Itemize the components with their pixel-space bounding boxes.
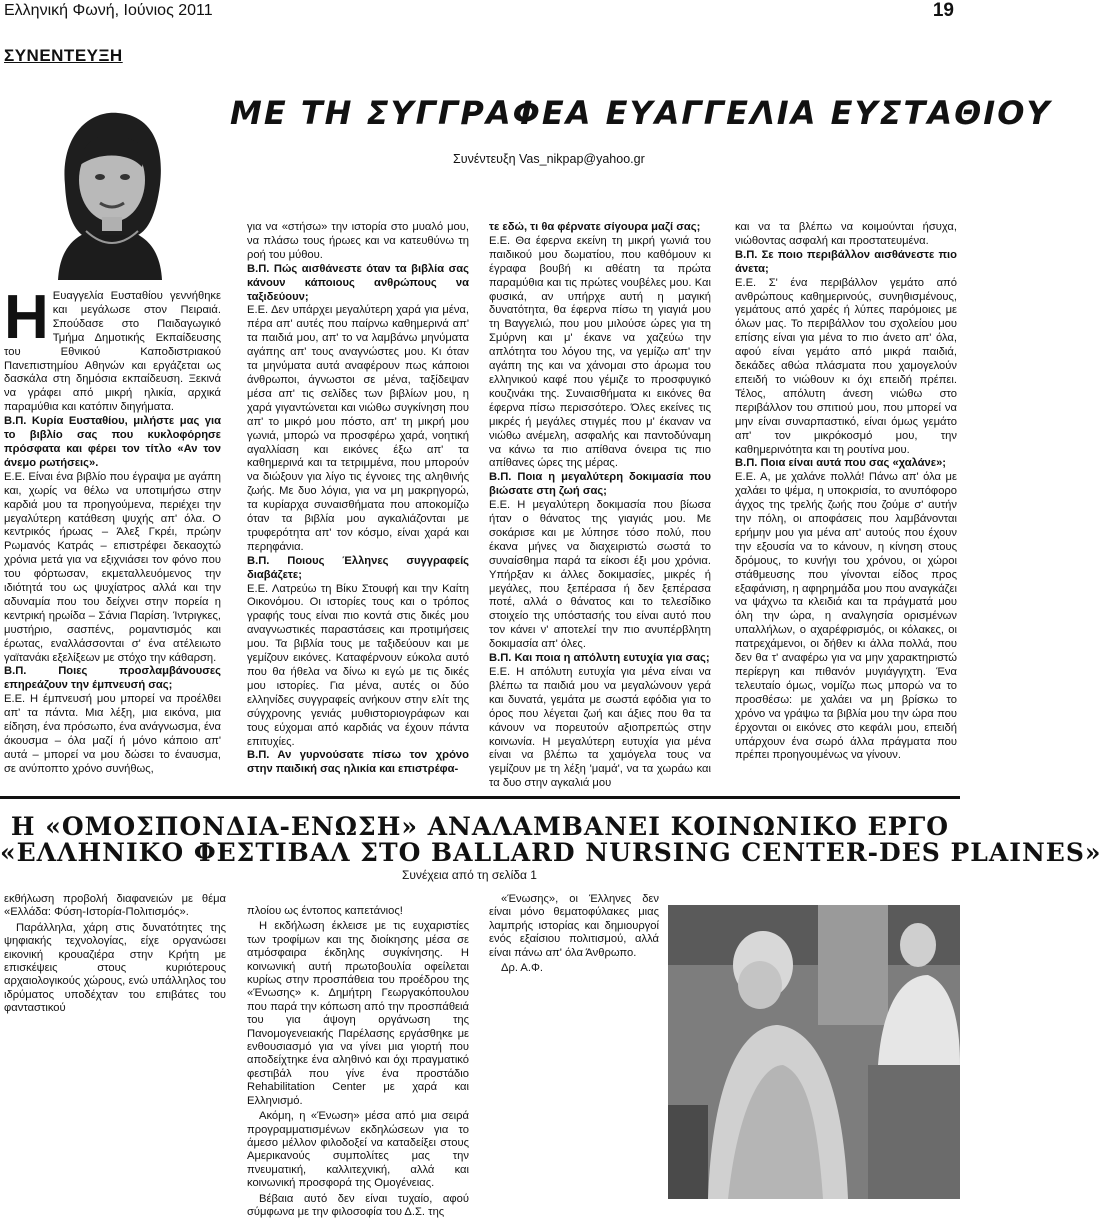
paragraph: και να τα βλέπω να κοιμούνται ήσυχα, νιώθοντας ασφαλή και προστατευμένα. bbox=[735, 221, 957, 247]
festival-column-3 bbox=[489, 893, 659, 977]
publication-line: Ελληνική Φωνή, Ιούνιος 2011 bbox=[4, 2, 213, 19]
festival-photo bbox=[668, 905, 960, 1199]
signature: Δρ. Α.Φ. bbox=[501, 962, 544, 975]
paragraph: εκθήλωση προβολή διαφανειών με θέμα «Ελλάδα: Φύση-Ιστορία-Πολιτισμός». bbox=[4, 893, 226, 919]
festival-title-line-2: «ΕΛΛΗΝΙΚΟ ΦΕΣΤΙΒΑΛ ΣΤΟ BALLARD NURSING CENTER-DES PLAINES» bbox=[0, 838, 1102, 867]
paragraph: για να «στήσω» την ιστορία στο μυαλό μου, να πλάσω τους ήρωες και να κατευθύνω τη ροή του μύθου. bbox=[247, 221, 469, 261]
paragraph: Βέβαια αυτό δεν είναι τυχαίο, αφού σύμφωνα με την φιλοσοφία του Δ.Σ. της bbox=[247, 1192, 469, 1218]
paragraph: Ε.Ε. Είναι ένα βιβλίο που έγραψα με αγάπη και, χωρίς να θέλω να υποτιμήσω στην καρδιά μου τα προηγούμενα, περιέχει την μεγαλύτερη κατάθεση ψυχής απ' όλα. Ο κεντρικός ήρωας – Άλεξ Γκρέι, πρώην Ρωμανός Κατράς – επιστρέφει δεκαοχτώ χρόνια μετά για να εξιχνιάσει τον φόνο που του φόρτωσαν, εκμεταλλευόμενος την ιδιότητά του ως ψυχίατρος αλλά και την αδυναμία που του δείχνει στην πορεία η κεντρική ηρωίδα – Σάνια Παρίση. Ίντριγκες, μυστήριο, σασπένς, ρομαντισμός και έρωτας, εναλλάσσονται σ' ένα ατέλειωτο γαϊτανάκι εξελίξεων με στόχο την κάθαρση. bbox=[4, 470, 221, 664]
byline: Συνέντευξη Vas_nikpap@yahoo.gr bbox=[453, 152, 645, 166]
paragraph: Ε.Ε. Α, με χαλάνε πολλά! Πάνω απ' όλα με χαλάει το ψέμα, η υποκρισία, το ανυπόφορο άγχος της τρελής ζωής που ζούμε σ' αυτήν την πόλη, οι αποφάσεις που λαμβάνονται ερήμην μου για μένα απ' αυτούς που έχουν την εξουσία να το κάνουν, η κίνηση στους δρόμους, το κυνήγι του χρόνου, οι χώροι στάθμευσης που γίνονται είδος προς εξαφάνιση, η αφηρημάδα μου που αναγκάζει να ψάχνω τα κλειδιά και τα πράγματά μου όλη την ώρα, η αναλγησία ορισμένων υπαλλήλων, ο αχαρέφρισμός, οι κόλακες, οι πατρεχάμενοι, οι δήθεν κι άλλα πολλά, που δεν θα τ' αναφέρω για να μην χαρακτηριστώ περίεργη και πιθανόν μυγιάγγιχτη. Ένα τελευταίο όμως, νομίζω πως μπορώ να το προσθέσω: με χαλάει να μη βρίσκω το χρόνο να γράψω τα βιβλία μου την ώρα που έρχονται οι εικόνες στο κεφάλι μου, επειδή υπάρχουν ένα σωρό άλλα πράγματα που πρέπει προηγουμένως να γίνουν. bbox=[735, 471, 957, 762]
paragraph: Ε.Ε. Δεν υπάρχει μεγαλύτερη χαρά για μένα, πέρα απ' αυτές που παίρνω καθημερινά απ' τα παιδιά μου, απ' το να λαμβάνω μηνύματα αγάπης απ' τους αναγνώστες μου. Κι όταν τα μηνύματα αυτά αναφέρουν πως κάποιοι άνθρωποι, άγνωστοι σε μένα, ταξίδεψαν μέσα απ' τις σελίδες των βιβλίων μου, η χαρά γιγαντώνεται και νιώθω συγκίνηση που απ' το μικρό μου πόστο, απ' τη μικρή μου γωνιά, μπορώ να προσφέρω χαρά, νοητική αγαλλίαση και εικόνες έξω απ' τα καθημερινά και τα τετριμμένα, που μπορούν να διώξουν για λίγο τις έγνοιες της αληθινής ζωής. Με δυο λόγια, για να μη μακρηγορώ, τα κυρίαρχα συναισθήματα που αποκομίζω όταν τα βιβλία μου αγκαλιάζονται με τρυφερότητα απ' τον κόσμο, είναι χαρά και περηφάνια. bbox=[247, 304, 469, 553]
drop-cap: Η bbox=[4, 283, 49, 352]
paragraph: Ευαγγελία Ευσταθίου γεννήθηκε και μεγάλωσε στον Πειραιά. Σπούδασε στο Παιδαγωγικό Τμήμα Δημοτικής Εκπαίδευσης του Εθνικού Καποδιστριακού Πανεπιστημίου Αθηνών και εργάζεται ως δασκάλα στη δημόσια εκπαίδευση. Ξεκινά να γράφει από μικρή ηλικία, αρχικά παραμύθια και κατόπιν διηγήματα. bbox=[4, 290, 221, 414]
paragraph: Ακόμη, η «Ένωση» μέσα από μια σειρά προγραμματισμένων εκδηλώσεων για το άμεσο μέλλον φιλοδοξεί να καταδείξει στους Αμερικανούς συμπολίτες μας την πνευματική, καλλιτεχνική, αλλά και κοινωνική προσφορά της Ομογένειας. bbox=[247, 1110, 469, 1190]
question: Β.Π. Πώς αισθάνεστε όταν τα βιβλία σας κάνουν κάποιους ανθρώπους να ταξιδεύουν; bbox=[247, 262, 469, 303]
festival-title-line-1: Η «ΟΜΟΣΠΟΝΔΙΑ-ΕΝΩΣΗ» ΑΝΑΛΑΜΒΑΝΕΙ ΚΟΙΝΩΝΙΚΟ ΕΡΓΟ bbox=[10, 812, 950, 841]
paragraph: Ε.Ε. Λατρεύω τη Βίκυ Στουφή και την Καίτη Οικονόμου. Οι ιστορίες τους και ο τρόπος γραφής τους είναι πιο κοντά στις δικές μου αναγνωστικές παραστάσεις και προτιμήσεις μου. Τα βιβλία τους με ταξιδεύουν και με γεμίζουν εικόνες. Καταφέρνουν εύκολα αυτό που θα ήθελα να δίνω κι εγώ με τις δικές μου ιστορίες. Για μένα, αυτές οι δύο ελληνίδες συγγραφείς ανήκουν στην ελίτ της σύγχρονης γενιάς μυθιστοριογράφων και τους εύχομαι από καρδιάς να έχουν πάντα επιτυχίες. bbox=[247, 582, 469, 748]
festival-column-1 bbox=[4, 893, 226, 1018]
question: τε εδώ, τι θα φέρνατε σίγουρα μαζί σας; bbox=[489, 221, 701, 233]
question: Β.Π. Κυρία Ευσταθίου, μιλήστε μας για το βιβλίο σας που κυκλοφόρησε πρόσφατα και φέρει τον τίτλο «Αν τον άνεμο ρωτήσεις». bbox=[4, 415, 221, 469]
question: Β.Π. Ποια είναι αυτά που σας «χαλάνε»; bbox=[735, 457, 947, 470]
paragraph: Ε.Ε. Η έμπνευσή μου μπορεί να προέλθει απ' τα πάντα. Μια λέξη, μια εικόνα, μια είδηση, ένα πρόσωπο, ένα ανάγνωσμα, ένα άκουσμα – όλα μαζί ή μόνο κάποιο απ' αυτά – μπορεί να μου δώσει το έναυσμα, σε ανύποπτο χρόνο συνήθως, bbox=[4, 693, 221, 775]
question: Β.Π. Σε ποιο περιβάλλον αισθάνεστε πιο άνετα; bbox=[735, 248, 957, 275]
interview-column-4 bbox=[735, 221, 957, 763]
interview-column-2 bbox=[247, 221, 469, 777]
page-number: 19 bbox=[932, 0, 954, 21]
paragraph: Ε.Ε. Θα έφερνα εκείνη τη μικρή γωνιά του παιδικού μου δωματίου, που καθόμουν κι έγραφα βουβή κι αθέατη τα πρώτα παραμύθια και τις πρώτες νουβέλες μου. Και φυσικά, αν υπήρχε αυτή η μαγική δυνατότητα, θα έφερνα πίσω τη γιαγιά μου τη Βαγγελιώ, που μου μιλούσε ώρες για τη Σμύρνη και μ' έκανε να χαζεύω την απλότητα του λόγου της, να γεμίζω απ' την αγάπη της και να χάνομαι στο άρωμα του ελληνικού καφέ που γέμιζε το προσφυγικό κουζινάκι της. Συναισθήματα κι εικόνες θα έφερνα πίσω περισσότερο. Όλες εκείνες τις μικρές ή μεγάλες στιγμές που μ' έκαναν να νιώθω ανέμελη, ασφαλής και παντοδύναμη να κάνω τα πιο απίθανα όνειρα τις πιο απίθανες ώρες της μέρας. bbox=[489, 234, 711, 470]
question: Β.Π. Ποια η μεγαλύτερη δοκιμασία που βιώσατε στη ζωή σας; bbox=[489, 471, 711, 498]
question: Β.Π. Αν γυρνούσατε πίσω τον χρόνο στην παιδική σας ηλικία και επιστρέφα- bbox=[247, 749, 469, 776]
interview-column-3 bbox=[489, 221, 711, 791]
paragraph: «Ένωσης», οι Έλληνες δεν είναι μόνο θεματοφύλακες μιας λαμπρής ιστορίας και δημιουργοί ενός εξαίσιου πολιτισμού, αλλά είναι πάνω απ' όλα Άνθρωπο. bbox=[489, 893, 659, 959]
author-photo bbox=[20, 105, 200, 280]
paragraph: Ε.Ε. Η μεγαλύτερη δοκιμασία που βίωσα ήταν ο θάνατος της γιαγιάς μου. Με σοκάρισε και με λύπησε τόσο πολύ, που έκανα μήνες να διαχειριστώ σωστά το συναίσθημα παρά τα είκοσι έξι μου χρόνια. Υπήρξαν κι άλλες δοκιμασίες, μικρές ή μεγάλες, που ξεπέρασα ή δεν ξεπέρασα ποτέ, αλλά ο θάνατος και το τελεσίδικο στοιχείο της υπόστασής του είναι αυτό που τον κάνει ν' αποτελεί την πιο ανυπέρβλητη δοκιμασία απ' όλες. bbox=[489, 499, 711, 651]
paragraph: Παράλληλα, χάρη στις δυνατότητες της ψηφιακής τεχνολογίας, είχε οργανώσει εικονική κρουαζιέρα στην Κρήτη με επισκέψεις στους κυριότερους αρχαιολογικούς χώρους, ενώ υπάλληλος του ιδρύματος υποδέχταν του επιβάτες του φανταστικού bbox=[4, 921, 226, 1015]
continued-note: Συνέχεια από τη σελίδα 1 bbox=[402, 868, 537, 882]
paragraph: Ε.Ε. Σ' ένα περιβάλλον γεμάτο από ανθρώπους καθημερινούς, συνηθισμένους, γεμάτους από χαρές ή λύπες παρόμοιες με όλων μας. Το περιβάλλον του σχολείου μου επίσης είναι για μένα το πιο άνετο απ' όλα, αφού είναι γεμάτο από μικρά παιδιά, δεκάδες αθώα πλάσματα που χαμογελούν επειδή το νιώθουν κι όχι επειδή πρέπει. Τέλος, απόλυτη άνεση νιώθω στο περιβάλλον του σπιτιού μου, που μπορεί να μην είναι συναρπαστικό, είναι όμως γεμάτο απ' τον μικρόκοσμό μου, την καθημερινότητα και τη ρουτίνα μου. bbox=[735, 276, 957, 456]
paragraph: Η εκδήλωση έκλεισε με τις ευχαριστίες των τροφίμων και της διοίκησης μέσα σε ατμόσφαιρα έκδηλης συγκίνησης. Η κοινωνική αυτή πρωτοβουλία οφείλεται κυρίως στην προσπάθεια του προέδρου της «Ένωσης» κ. Δημήτρη Γεωργακόπουλου που παρά την κόπωση από την προσπάθειά του για άψογη οργάνωση της Πανομογενειακής Παρέλασης εργάσθηκε με ενθουσιασμό για να γίνει μια γιορτή που αποδείχτηκε ένα αληθινό και όχι πραγματικό φεστιβάλ που γίνε ένα προστάδιο Rehabilitation Center με χαρά και Ελληνισμό. bbox=[247, 920, 469, 1107]
interview-column-1 bbox=[4, 283, 221, 777]
question: Β.Π. Και ποια η απόλυτη ευτυχία για σας; bbox=[489, 652, 710, 665]
paragraph: πλοίου ως έντοπος καπετάνιος! bbox=[247, 905, 403, 917]
paragraph: Ε.Ε. Η απόλυτη ευτυχία για μένα είναι να βλέπω τα παιδιά μου να μεγαλώνουν γερά και δυνατά, γεμάτα με σωστά εφόδια για το όρος που λέγεται ζωή και άξιες που θα τα κάνουν να πορευτούν αξιοπρεπώς στην κοινωνία. Η μεγαλύτερη ευτυχία για μένα είναι να βλέπω τα χαμόγελα τους να γεμίζουν με τη λέξη 'μαμά', να τα χωράω και τα δυο στην αγκαλιά μου bbox=[489, 666, 711, 790]
question: Β.Π. Ποιες προσλαμβάνουσες επηρεάζουν την έμπνευσή σας; bbox=[4, 665, 221, 692]
interview-title: ΜΕ ΤΗ ΣΥΓΓΡΑΦΕΑ ΕΥΑΓΓΕΛΙΑ ΕΥΣΤΑΘΙΟΥ bbox=[230, 94, 1052, 132]
festival-column-2 bbox=[247, 905, 469, 1221]
section-label: ΣΥΝΕΝΤΕΥΞΗ bbox=[4, 46, 123, 65]
question: Β.Π. Ποιους Έλληνες συγγραφείς διαβάζετε; bbox=[247, 554, 469, 581]
section-divider bbox=[0, 796, 960, 799]
